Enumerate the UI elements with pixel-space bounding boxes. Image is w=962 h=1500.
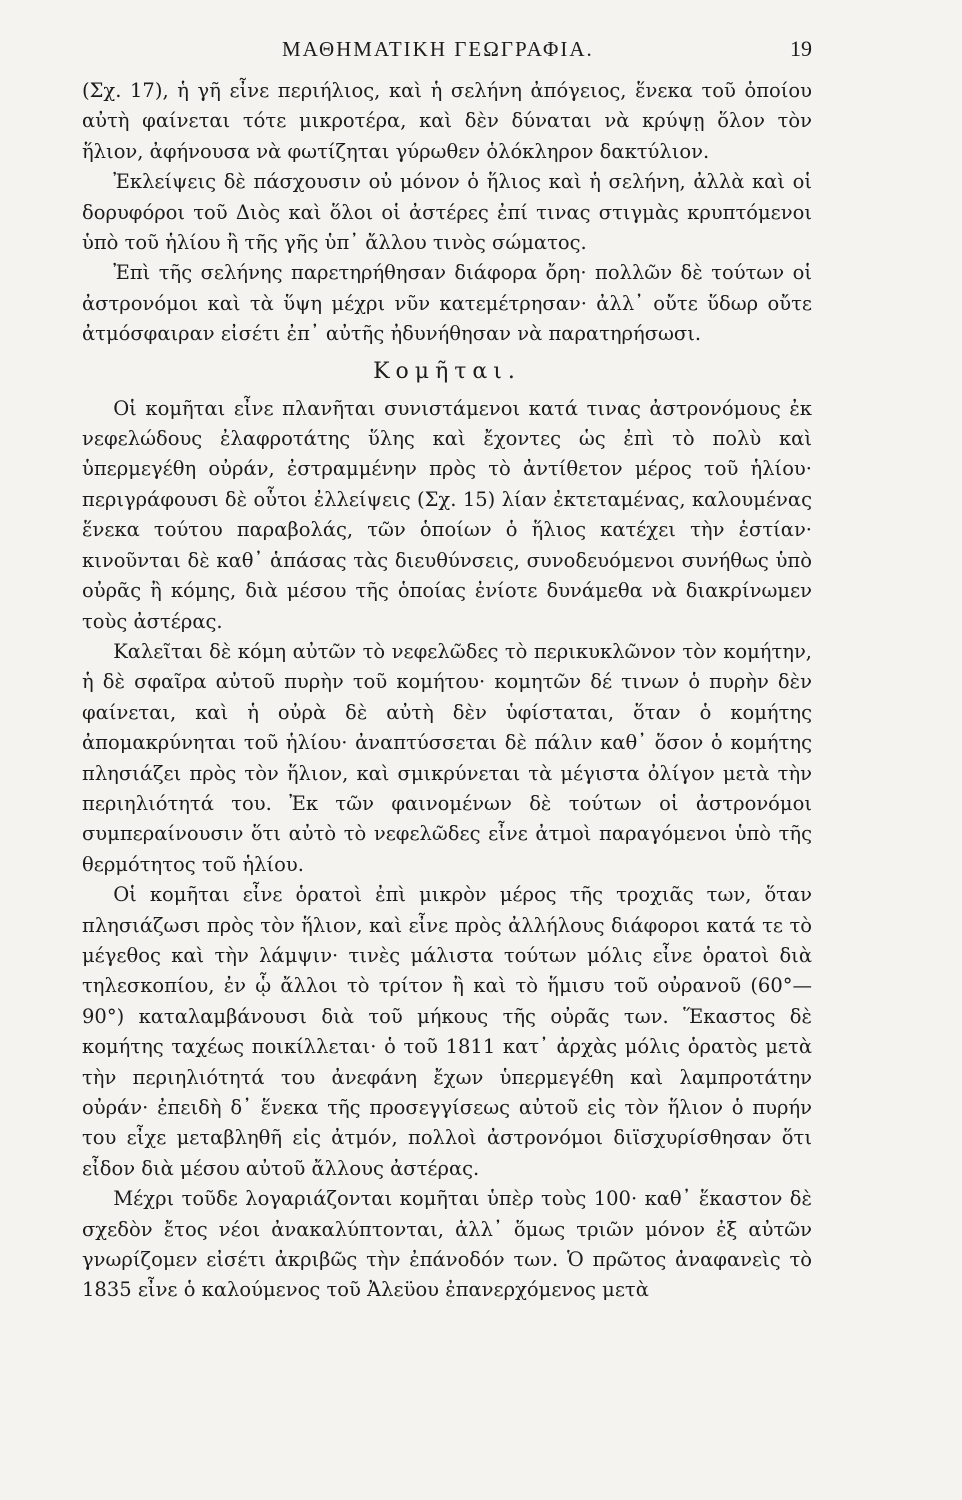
running-head (82, 36, 812, 62)
paragraph: Οἱ κομῆται εἶνε πλανῆται συνιστάμενοι κατά τινας ἀστρονόμους ἐκ νεφελώδους ἐλαφροτάτης ὕλης καὶ ἔχοντες ὡς ἐπὶ τὸ πολὺ καὶ ὑπερμεγέθη οὐράν, ἐστραμμένην πρὸς τὸ ἀντίθετον μέρος τοῦ ἡλίου· περιγράφουσι δὲ οὗτοι ἐλλείψεις (Σχ. 15) λίαν ἐκτεταμένας, καλουμένας ἕνεκα τούτου παραβολάς, τῶν ὁποίων ὁ ἥλιος κατέχει τὴν ἑστίαν· κινοῦνται δὲ καθ᾽ ἁπάσας τὰς διευθύνσεις, συνοδευόμενοι συνήθως ὑπὸ οὐρᾶς ἢ κόμης, διὰ μέσου τῆς ὁποίας ἐνίοτε δυνάμεθα νὰ διακρίνωμεν τοὺς ἀστέρας. (82, 396, 812, 633)
paragraph: Ἐπὶ τῆς σελήνης παρετηρήθησαν διάφορα ὄρη· πολλῶν δὲ τούτων οἱ ἀστρονόμοι καὶ τὰ ὕψη μέχρι νῦν κατεμέτρησαν· ἀλλ᾽ οὔτε ὕδωρ οὔτε ἀτμόσφαιραν εἰσέτι ἐπ᾽ αὐτῆς ἠδυνήθησαν νὰ παρατηρήσωσι. (82, 261, 812, 346)
paragraph: (Σχ. 17), ἡ γῆ εἶνε περιήλιος, καὶ ἡ σελήνη ἀπόγειος, ἕνεκα τοῦ ὁποίου αὐτὴ φαίνεται τότε μικροτέρα, καὶ δὲν δύναται νὰ κρύψῃ ὅλον τὸν ἥλιον, ἀφήνουσα νὰ φωτίζηται γύρωθεν ὁλόκληρον δακτύλιον. (82, 79, 812, 163)
page-number: 19 (790, 36, 812, 61)
paragraph: Ἐκλείψεις δὲ πάσχουσιν οὐ μόνον ὁ ἥλιος καὶ ἡ σελήνη, ἀλλὰ καὶ οἱ δορυφόροι τοῦ Διὸς καὶ ὅλοι οἱ ἀστέρες ἐπί τινας στιγμὰς κρυπτόμενοι ὑπὸ τοῦ ἡλίου ἢ τῆς γῆς ὑπ᾽ ἄλλου τινὸς σώματος. (82, 170, 812, 255)
paragraph: Καλεῖται δὲ κόμη αὐτῶν τὸ νεφελῶδες τὸ περικυκλῶνον τὸν κομήτην, ἡ δὲ σφαῖρα αὐτοῦ πυρὴν τοῦ κομήτου· κομητῶν δέ τινων ὁ πυρὴν δὲν φαίνεται, καὶ ἡ οὐρὰ δὲ αὐτὴ δὲν ὑφίσταται, ὅταν ὁ κομήτης ἀπομακρύνηται τοῦ ἡλίου· ἀναπτύσσεται δὲ πάλιν καθ᾽ ὅσον ὁ κομήτης πλησιάζει πρὸς τὸν ἥλιον, καὶ σμικρύνεται τὰ μέγιστα ὀλίγον μετὰ τὴν περιηλιότητά του. Ἐκ τῶν φαινομένων δὲ τούτων οἱ ἀστρονόμοι συμπεραίνουσιν ὅτι αὐτὸ τὸ νεφελῶδες εἶνε ἀτμοὶ παραγόμενοι ὑπὸ τῆς θερμότητος τοῦ ἡλίου. (82, 639, 812, 876)
body-text (82, 76, 812, 1306)
paragraph: Μέχρι τοῦδε λογαριάζονται κομῆται ὑπὲρ τοὺς 100· καθ᾽ ἕκαστον δὲ σχεδὸν ἔτος νέοι ἀνακαλύπτονται, ἀλλ᾽ ὅμως τριῶν μόνον ἐξ αὐτῶν γνωρίζομεν εἰσέτι ἀκριβῶς τὴν ἐπάνοδόν των. Ὁ πρῶτος ἀναφανεὶς τὸ 1835 εἶνε ὁ καλούμενος τοῦ Ἀλεϋου ἐπανερχόμενος μετὰ (82, 1187, 812, 1302)
running-title: ΜΑΘΗΜΑΤΙΚΗ ΓΕΩΓΡΑΦΙΑ. (282, 37, 594, 61)
section-heading: Κομῆται. (373, 358, 521, 384)
paragraph: Οἱ κομῆται εἶνε ὁρατοὶ ἐπὶ μικρὸν μέρος τῆς τροχιᾶς των, ὅταν πλησιάζωσι πρὸς τὸν ἥλιον, καὶ εἶνε πρὸς ἀλλήλους διάφοροι κατά τε τὸ μέγεθος καὶ τὴν λάμψιν· τινὲς μάλιστα τούτων μόλις εἶνε ὁρατοὶ διὰ τηλεσκοπίου, ἐν ᾧ ἄλλοι τὸ τρίτον ἢ καὶ τὸ ἥμισυ τοῦ οὐρανοῦ (60°—90°) καταλαμβάνουσι διὰ τοῦ μήκους τῆς οὐρᾶς των. Ἕκαστος δὲ κομήτης ταχέως ποικίλλεται· ὁ τοῦ 1811 κατ᾽ ἀρχὰς μόλις ὁρατὸς μετὰ τὴν περιηλιότητά του ἀνεφάνη ἔχων ὑπερμεγέθη καὶ λαμπροτάτην οὐράν· ἐπειδὴ δ᾽ ἕνεκα τῆς προσεγγίσεως αὐτοῦ εἰς τὸν ἥλιον ὁ πυρήν του εἶχε μεταβληθῆ εἰς ἀτμόν, πολλοὶ ἀστρονόμοι διϊσχυρίσθησαν ὅτι εἶδον διὰ μέσου αὐτοῦ ἄλλους ἀστέρας. (82, 883, 812, 1180)
